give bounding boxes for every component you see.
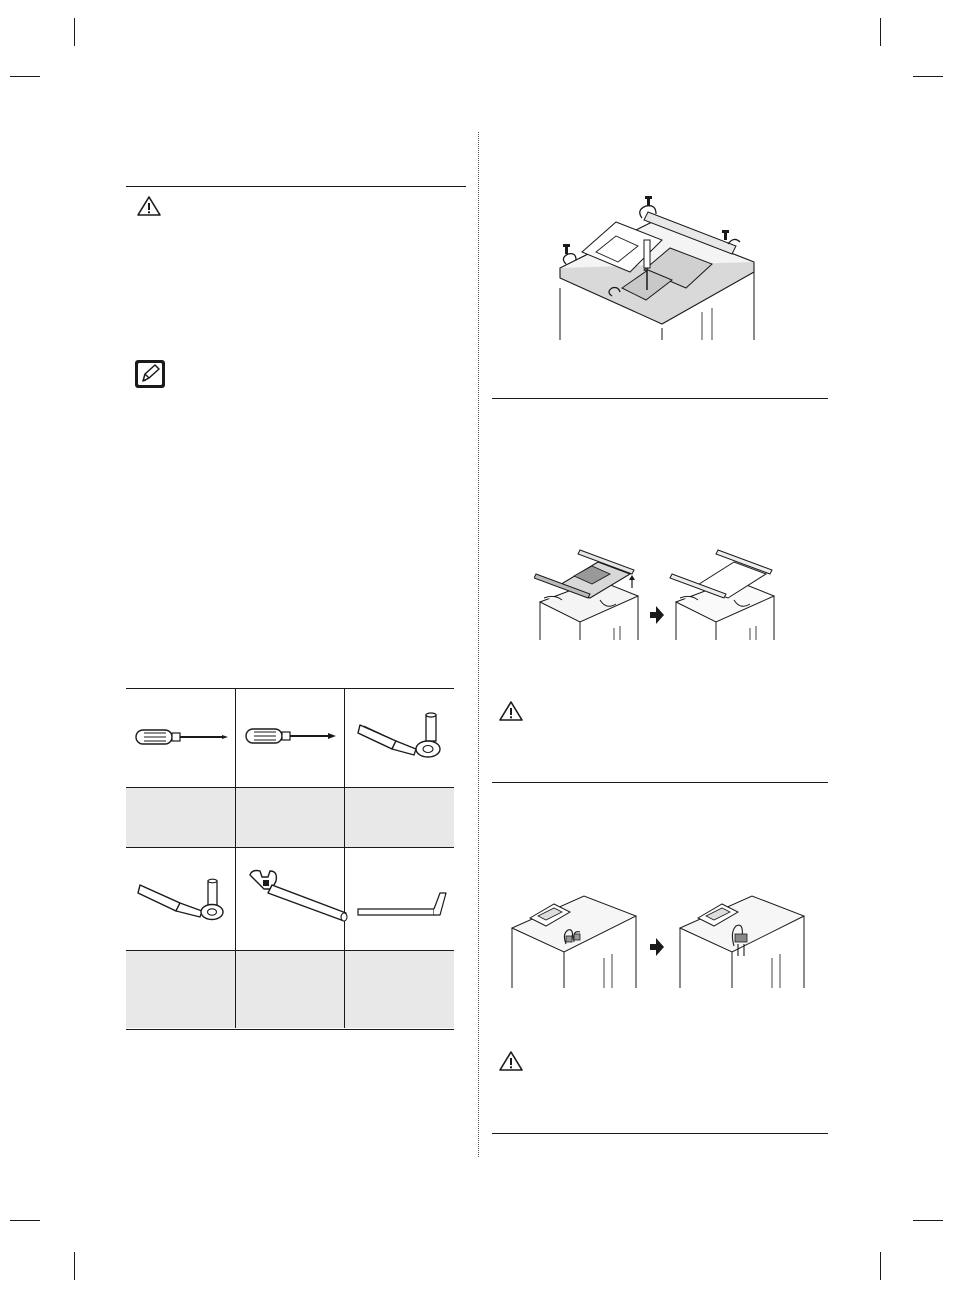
- crop-mark-br-horizontal: [913, 1220, 943, 1221]
- crop-mark-bl-horizontal: [10, 1220, 40, 1221]
- tools-table-label-cell: [126, 950, 235, 1028]
- table-grid-line: [126, 950, 454, 951]
- note-pencil-icon: [134, 359, 166, 389]
- tools-table-label-cell: [345, 950, 454, 1028]
- table-grid-line: [235, 689, 236, 1028]
- section-rule: [492, 398, 828, 399]
- crop-mark-bl-vertical: [74, 1252, 75, 1280]
- hinge-lift-figure: [534, 540, 784, 642]
- crop-mark-tl-vertical: [74, 18, 75, 46]
- adjustable-wrench-icon: [246, 867, 350, 923]
- flat-screwdriver-icon: [134, 724, 230, 750]
- tools-table-label-cell: [345, 787, 454, 847]
- warning-triangle-icon: [498, 700, 524, 722]
- tools-table: [126, 688, 454, 1030]
- table-grid-line: [126, 847, 454, 848]
- table-grid-line: [344, 689, 345, 1028]
- socket-wrench-small-icon: [136, 877, 228, 925]
- table-grid-line: [126, 787, 454, 788]
- section-rule: [492, 1133, 828, 1134]
- crop-mark-tr-horizontal: [913, 76, 943, 77]
- hex-key-icon: [354, 889, 450, 919]
- tools-table-label-cell: [236, 787, 344, 847]
- column-divider: [478, 132, 479, 1157]
- tools-table-label-cell: [126, 787, 235, 847]
- phillips-screwdriver-icon: [244, 722, 338, 750]
- socket-wrench-icon: [356, 711, 448, 761]
- crop-mark-br-vertical: [880, 1252, 881, 1280]
- tools-table-label-cell: [236, 950, 344, 1028]
- section-rule-top: [126, 186, 466, 187]
- warning-triangle-icon: [498, 1050, 524, 1072]
- section-rule: [492, 782, 828, 783]
- warning-triangle-icon: [136, 195, 162, 217]
- wire-connector-figure: [508, 886, 808, 990]
- crop-mark-tl-horizontal: [10, 76, 40, 77]
- crop-mark-tr-vertical: [880, 18, 881, 46]
- cover-screws-figure: [552, 192, 762, 342]
